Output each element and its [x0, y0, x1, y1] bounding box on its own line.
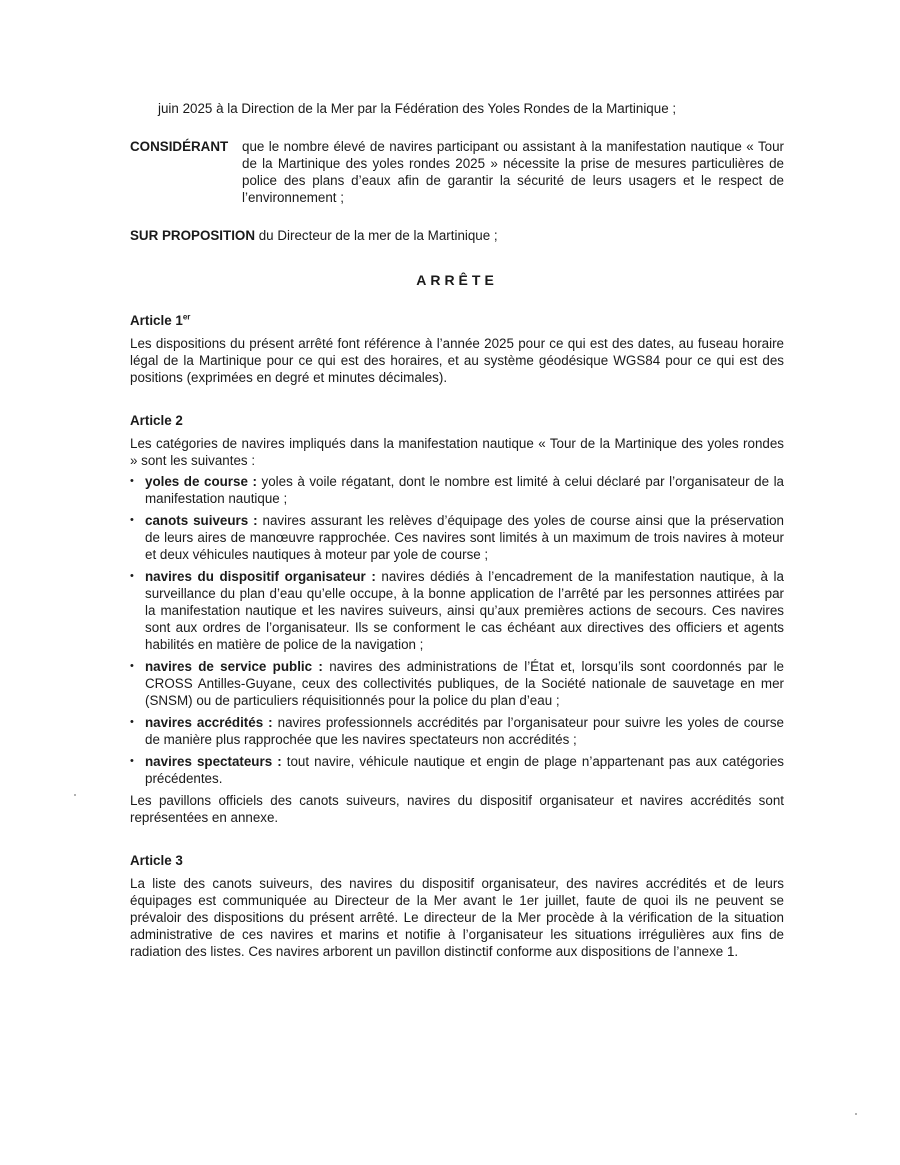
article-3-title: Article 3 — [130, 853, 183, 868]
considerant-clause — [130, 138, 784, 206]
article-2-lead: Les catégories de navires impliqués dans la manifestation nautique « Tour de la Martinique des yoles rondes » sont les suivantes : — [130, 436, 784, 468]
sur-proposition-text: du Directeur de la mer de la Martinique ; — [258, 228, 498, 243]
bullet-icon: • — [130, 570, 134, 582]
list-item: • navires spectateurs : tout navire, véhicule nautique et engin de plage n’appartenant pas aux catégories précédentes. — [130, 754, 784, 786]
arrete-heading: ARRÊTE — [416, 272, 498, 288]
article-2 — [130, 412, 784, 826]
article-2-title: Article 2 — [130, 413, 183, 428]
list-item: • canots suiveurs : navires assurant les relèves d’équipage des yoles de course ainsi que la préservation de leurs aires de manœuvre rapprochée. Ces navires sont limités à un maximum de trois navires à moteur et deux véhicules nautiques à moteur par yole de course ; — [130, 513, 784, 562]
document-page — [130, 100, 784, 986]
list-item: • navires accrédités : navires professionnels accrédités par l’organisateur pour suivre les yoles de course de manière plus rapprochée que les navires spectateurs non accrédités ; — [130, 715, 784, 747]
bullet-icon: • — [130, 660, 134, 672]
sur-proposition-label: SUR PROPOSITION — [130, 228, 255, 243]
vessel-category-list — [130, 473, 784, 787]
article-1-title: Article 1er — [130, 312, 191, 328]
bullet-icon: • — [130, 514, 134, 526]
article-1 — [130, 312, 784, 386]
list-item: • navires de service public : navires des administrations de l’État et, lorsqu’ils sont coordonnés par le CROSS Antilles-Guyane, ceux des collectivités publiques, de la Société nationale de sauvetage en mer (SNSM) ou de particuliers réquisitionnés pour la police du plan d’eau ; — [130, 659, 784, 708]
article-3 — [130, 852, 784, 960]
bullet-icon: • — [130, 716, 134, 728]
list-item: • navires du dispositif organisateur : navires dédiés à l’encadrement de la manifestation nautique, à la surveillance du plan d’eau qu’elle occupe, à la bonne application de l’arrêté par les personnes attirées par la manifestation nautique et les navires suiveurs, ainsi qu’aux premières actions de secours. Ces navires sont aux ordres de l’organisateur. Ils se conforment le cas échéant aux directives des officiers et agents habilités en matière de police de la navigation ; — [130, 569, 784, 652]
considerant-text: que le nombre élevé de navires participant ou assistant à la manifestation nautique « Tour de la Martinique des yoles rondes 2025 » nécessite la prise de mesures particulières de police des plans d’eaux afin de garantir la sécurité de leurs usagers et le respect de l’environnement ; — [242, 139, 784, 205]
sur-proposition-clause — [130, 227, 784, 244]
intro-line: juin 2025 à la Direction de la Mer par la Fédération des Yoles Rondes de la Martinique ; — [158, 101, 677, 116]
article-3-text: La liste des canots suiveurs, des navires du dispositif organisateur, des navires accrédités et de leurs équipages est communiquée au Directeur de la Mer avant le 1er juillet, faute de quoi ils ne peuvent se prévaloir des dispositions du présent arrêté. Le directeur de la Mer procède à la vérification de la situation administrative de ces navires et marins et notifie à l’organisateur les situations irrégulières aux fins de radiation des listes. Ces navires arborent un pavillon distinctif conforme aux dispositions de l’annexe 1. — [130, 876, 784, 959]
article-1-text: Les dispositions du présent arrêté font référence à l’année 2025 pour ce qui est des dates, au fuseau horaire légal de la Martinique pour ce qui est des horaires, et au système géodésique WGS84 pour ce qui est des positions (exprimées en degré et minutes décimales). — [130, 336, 784, 385]
list-item: • yoles de course : yoles à voile régatant, dont le nombre est limité à celui déclaré par l’organisateur de la manifestation nautique ; — [130, 474, 785, 506]
bullet-icon: • — [130, 755, 134, 767]
bullet-icon: • — [130, 475, 134, 487]
scan-speck — [855, 1113, 857, 1115]
considerant-label: CONSIDÉRANT — [130, 139, 229, 154]
article-2-closing: Les pavillons officiels des canots suiveurs, navires du dispositif organisateur et navires accrédités sont représentées en annexe. — [130, 793, 784, 825]
scan-speck — [74, 794, 76, 796]
